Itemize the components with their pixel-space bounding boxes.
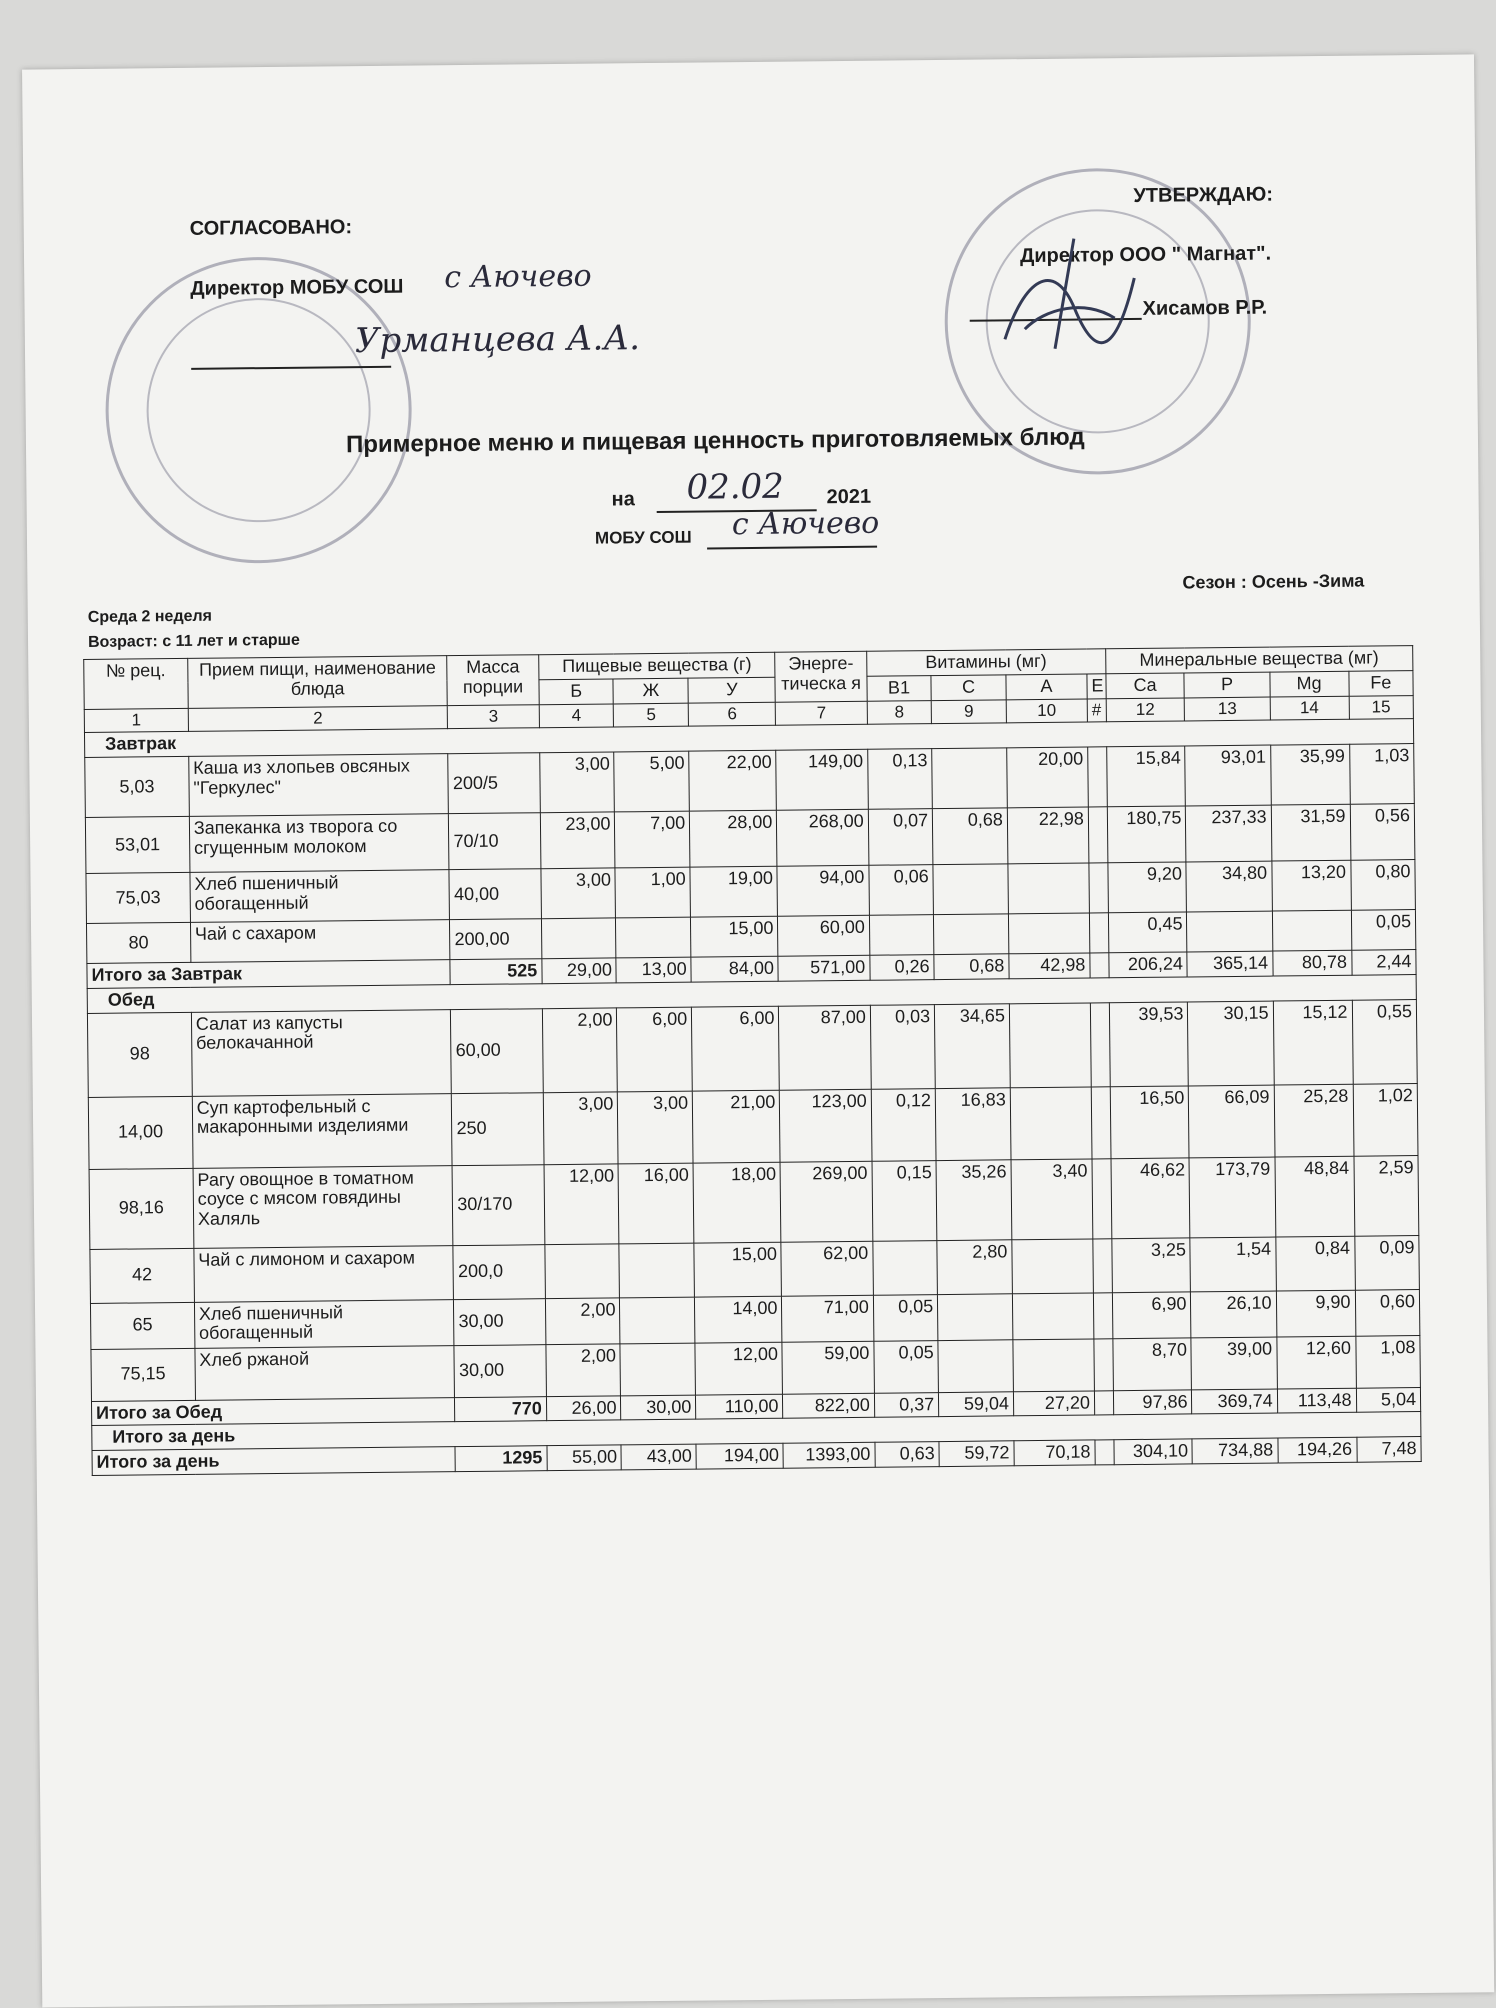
value-a (1012, 1239, 1094, 1294)
value-zh (620, 1343, 695, 1396)
value-b1: 0,15 (872, 1160, 937, 1241)
value-c: 16,83 (935, 1087, 1010, 1160)
total-c: 0,68 (934, 954, 1009, 980)
value-u: 12,00 (695, 1342, 783, 1395)
value-ca: 46,62 (1111, 1158, 1191, 1239)
value-u: 22,00 (689, 750, 777, 811)
total-energy: 571,00 (778, 955, 870, 981)
section-label: Обед (87, 974, 1416, 1013)
value-zh: 16,00 (618, 1163, 694, 1244)
portion-mass: 200/5 (448, 753, 540, 814)
header-zh: Ж (613, 678, 688, 704)
value-b: 3,00 (543, 1092, 618, 1165)
total-label: Итого за Завтрак (87, 960, 451, 989)
value-c: 2,80 (937, 1239, 1012, 1294)
table-row (89, 1155, 1419, 1249)
header-p: P (1184, 672, 1269, 698)
total-c: 59,04 (939, 1391, 1014, 1417)
value-a (1013, 1339, 1095, 1392)
value-c (933, 864, 1008, 915)
header-b: Б (539, 679, 614, 705)
value-c: 0,68 (932, 808, 1007, 865)
value-mg: 13,20 (1272, 860, 1351, 911)
portion-mass: 30/170 (452, 1164, 544, 1245)
total-e (1090, 953, 1109, 978)
day-label: Среда 2 неделя (87, 607, 213, 626)
value-a (1009, 1003, 1091, 1088)
menu-table (83, 645, 1421, 1476)
total-zh: 30,00 (621, 1395, 696, 1421)
school-prefix: МОБУ СОШ (594, 527, 692, 548)
header-e: Е (1087, 674, 1106, 699)
total-mass: 770 (455, 1396, 547, 1422)
value-p: 173,79 (1189, 1157, 1275, 1238)
document-title: Примерное меню и пищевая ценность приготовляемых блюд (345, 423, 1085, 459)
value-b: 2,00 (545, 1298, 620, 1345)
total-b: 55,00 (547, 1445, 622, 1471)
total-energy: 1393,00 (783, 1443, 875, 1469)
portion-mass: 60,00 (451, 1008, 543, 1093)
total-b1: 0,26 (870, 955, 935, 980)
total-a: 42,98 (1009, 953, 1090, 979)
value-a: 3,40 (1011, 1159, 1093, 1240)
header-b1: В1 (867, 675, 932, 700)
approval-left-school-handwritten: с Аючево (444, 258, 592, 296)
value-c (932, 748, 1007, 809)
rec-number: 42 (90, 1248, 194, 1303)
value-e (1093, 1292, 1112, 1338)
portion-mass: 30,00 (454, 1298, 546, 1345)
rec-number: 14,00 (88, 1096, 193, 1169)
value-mg: 35,99 (1270, 744, 1350, 805)
col-num: 4 (539, 704, 614, 728)
value-e (1089, 863, 1108, 913)
dish-name: Чай с сахаром (190, 920, 450, 963)
total-energy: 822,00 (783, 1393, 875, 1419)
rec-number: 80 (86, 922, 190, 963)
value-c (938, 1339, 1013, 1392)
value-zh (620, 1297, 695, 1344)
portion-mass: 250 (452, 1092, 544, 1165)
portion-mass: 40,00 (449, 869, 541, 920)
header-rec: № рец. (84, 658, 188, 709)
rec-number: 53,01 (85, 816, 189, 873)
total-mg: 113,48 (1277, 1388, 1356, 1414)
value-p: 34,80 (1186, 861, 1272, 912)
total-u: 110,00 (696, 1394, 783, 1420)
total-ca: 206,24 (1108, 952, 1187, 978)
value-ca: 6,90 (1112, 1292, 1191, 1339)
total-ca: 97,86 (1113, 1390, 1192, 1416)
value-zh (619, 1243, 694, 1298)
col-num: 5 (614, 703, 689, 727)
value-b: 2,00 (546, 1344, 621, 1397)
dish-name: Хлеб ржаной (195, 1345, 455, 1400)
value-energy: 149,00 (776, 749, 868, 810)
value-b: 3,00 (541, 868, 616, 919)
value-u: 15,00 (694, 1242, 782, 1297)
total-ca: 304,10 (1114, 1439, 1193, 1465)
value-p: 93,01 (1185, 745, 1271, 806)
value-b1: 0,05 (874, 1340, 939, 1393)
value-ca: 39,53 (1109, 1002, 1189, 1087)
left-stamp (104, 256, 413, 565)
value-u: 21,00 (692, 1090, 780, 1163)
value-c: 35,26 (936, 1159, 1012, 1240)
value-b1: 0,12 (871, 1088, 936, 1161)
rec-number: 75,03 (86, 872, 190, 923)
value-e (1094, 1338, 1113, 1390)
value-fe: 0,09 (1354, 1235, 1419, 1290)
value-u: 19,00 (690, 866, 778, 917)
total-e (1095, 1440, 1114, 1465)
rec-number: 98 (87, 1012, 192, 1097)
value-mg: 9,90 (1276, 1290, 1355, 1337)
value-fe: 2,59 (1353, 1155, 1418, 1236)
dish-name: Суп картофельный с макаронными изделиями (192, 1093, 452, 1168)
date-prefix: на (611, 488, 635, 511)
value-u: 6,00 (692, 1006, 780, 1091)
dish-name: Салат из капусты белокачанной (191, 1009, 451, 1096)
col-num: 13 (1185, 697, 1270, 722)
header-fe: Fe (1348, 670, 1413, 695)
value-c (938, 1293, 1013, 1340)
right-signature-scribble (984, 218, 1146, 370)
value-zh (616, 917, 691, 958)
total-b1: 0,37 (874, 1392, 939, 1417)
value-e (1088, 747, 1107, 807)
total-fe: 2,44 (1351, 950, 1416, 975)
rec-number: 65 (90, 1302, 194, 1349)
value-p: 237,33 (1186, 805, 1272, 862)
dish-name: Хлеб пшеничный обогащенный (190, 870, 450, 923)
total-b: 26,00 (546, 1396, 621, 1422)
value-energy: 60,00 (778, 915, 870, 956)
value-energy: 268,00 (777, 809, 869, 866)
total-mass: 1295 (455, 1446, 547, 1472)
table-row (88, 1083, 1418, 1169)
total-c: 59,72 (939, 1441, 1014, 1467)
approval-right-position: Директор ООО " Магнат". (1019, 242, 1272, 268)
dish-name: Чай с лимоном и сахаром (194, 1245, 454, 1302)
value-b: 2,00 (542, 1008, 618, 1093)
total-p: 369,74 (1192, 1389, 1277, 1415)
value-p (1187, 911, 1273, 952)
value-b1: 0,07 (868, 809, 933, 866)
rec-number: 98,16 (89, 1168, 194, 1249)
breakfast-section (84, 719, 1416, 988)
value-ca: 15,84 (1106, 746, 1186, 807)
header-name: Прием пищи, наименование блюда (188, 656, 448, 708)
value-fe: 1,03 (1349, 744, 1414, 805)
value-b1: 0,13 (867, 749, 932, 810)
approval-right-name: Хисамов Р.Р. (1142, 296, 1268, 320)
value-ca: 9,20 (1107, 862, 1186, 913)
value-zh: 6,00 (617, 1007, 693, 1092)
school-handwritten: с Аючево (731, 505, 880, 543)
value-energy: 62,00 (781, 1241, 873, 1296)
age-label: Возраст: с 11 лет и старше (87, 631, 300, 651)
header-nutrients: Пищевые вещества (г) (538, 652, 775, 679)
header-mass: Масса порции (447, 655, 539, 706)
dish-name: Хлеб пшеничный обогащенный (194, 1299, 454, 1348)
value-e (1088, 807, 1107, 863)
value-energy: 123,00 (780, 1089, 872, 1162)
value-fe: 0,60 (1355, 1289, 1420, 1336)
value-a (1008, 913, 1089, 954)
value-ca: 0,45 (1108, 912, 1187, 953)
total-a: 27,20 (1013, 1391, 1094, 1417)
document-sheet (22, 54, 1494, 2007)
value-e (1093, 1238, 1112, 1292)
rec-number: 5,03 (85, 756, 189, 817)
total-mg: 194,26 (1278, 1437, 1357, 1463)
value-u: 14,00 (695, 1296, 783, 1343)
value-fe: 0,55 (1352, 999, 1417, 1084)
value-ca: 3,25 (1111, 1238, 1190, 1293)
value-p: 66,09 (1189, 1085, 1275, 1158)
value-b (545, 1244, 620, 1299)
portion-mass: 200,00 (450, 919, 542, 960)
table-row (87, 999, 1417, 1097)
header-a: А (1006, 674, 1087, 700)
value-e (1090, 1002, 1110, 1086)
total-mass: 525 (450, 959, 542, 985)
header-energy: Энерге-тическа я (775, 651, 867, 702)
value-zh: 3,00 (618, 1091, 693, 1164)
value-ca: 180,75 (1107, 806, 1186, 863)
col-num: 15 (1349, 695, 1414, 719)
col-num: 3 (448, 704, 540, 729)
value-ca: 8,70 (1112, 1338, 1191, 1391)
portion-mass: 70/10 (449, 813, 541, 870)
col-num: 8 (867, 700, 932, 724)
value-zh: 1,00 (615, 867, 690, 918)
col-num: 2 (188, 705, 448, 731)
approval-right-title: УТВЕРЖДАЮ: (1133, 183, 1274, 207)
value-a (1012, 1293, 1093, 1340)
value-b1: 0,03 (870, 1004, 935, 1089)
value-mg: 12,60 (1276, 1336, 1355, 1389)
lunch-section (87, 974, 1421, 1425)
header-minerals: Минеральные вещества (мг) (1105, 646, 1413, 674)
total-fe: 7,48 (1356, 1437, 1421, 1462)
total-zh: 13,00 (616, 957, 691, 983)
value-b1 (869, 915, 934, 956)
value-u: 18,00 (693, 1162, 781, 1243)
total-mg: 80,78 (1272, 950, 1351, 976)
portion-mass: 200,0 (453, 1244, 545, 1299)
total-p: 734,88 (1192, 1438, 1277, 1464)
value-energy: 71,00 (782, 1295, 874, 1342)
col-num: 12 (1106, 698, 1185, 723)
value-a (1010, 1087, 1092, 1160)
total-zh: 43,00 (621, 1444, 696, 1470)
value-b: 3,00 (539, 752, 614, 813)
value-e (1091, 1086, 1110, 1158)
value-p: 39,00 (1191, 1337, 1277, 1390)
total-e (1094, 1390, 1113, 1415)
value-mg: 48,84 (1275, 1156, 1355, 1237)
value-zh: 7,00 (615, 811, 690, 868)
col-num: 7 (776, 701, 868, 726)
total-a: 70,18 (1014, 1440, 1095, 1466)
value-c (934, 914, 1009, 955)
col-num: 1 (84, 708, 188, 733)
season-label: Сезон : Осень -Зима (1182, 570, 1365, 593)
header-u: У (688, 677, 775, 703)
value-fe: 1,02 (1353, 1083, 1418, 1156)
date-handwritten: 02.02 (686, 466, 785, 508)
total-label: Итого за день (92, 1447, 456, 1476)
value-e (1092, 1158, 1112, 1238)
value-b (541, 918, 616, 959)
total-label: Итого за Обед (91, 1397, 455, 1426)
value-mg: 15,12 (1273, 1000, 1353, 1085)
value-fe: 0,80 (1350, 860, 1415, 911)
value-p: 1,54 (1190, 1237, 1276, 1292)
approval-left-title: СОГЛАСОВАНО: (189, 216, 353, 240)
header-c: С (931, 675, 1006, 701)
value-a (1008, 863, 1089, 914)
value-fe: 1,08 (1355, 1335, 1420, 1388)
value-energy: 59,00 (782, 1341, 874, 1394)
value-mg: 31,59 (1271, 804, 1350, 861)
approval-left-signature: Урманцева А.А. (354, 318, 641, 362)
total-fe: 5,04 (1356, 1387, 1421, 1412)
value-e (1089, 913, 1108, 953)
total-u: 84,00 (691, 956, 778, 982)
value-mg (1272, 910, 1351, 951)
section-label: Итого за день (92, 1412, 1421, 1451)
value-b: 23,00 (540, 812, 615, 869)
value-b: 12,00 (544, 1164, 620, 1245)
col-num: # (1087, 698, 1106, 722)
value-a: 22,98 (1007, 807, 1089, 864)
value-p: 30,15 (1188, 1001, 1274, 1086)
value-fe: 0,05 (1351, 910, 1416, 951)
portion-mass: 30,00 (454, 1344, 546, 1397)
section-label: Завтрак (84, 719, 1413, 758)
value-ca: 16,50 (1110, 1086, 1190, 1159)
total-b: 29,00 (542, 958, 617, 984)
value-energy: 269,00 (780, 1161, 872, 1242)
dish-name: Каша из хлопьев овсяных "Геркулес" (189, 754, 449, 817)
approval-left-position: Директор МОБУ СОШ (190, 275, 404, 300)
col-num: 14 (1270, 696, 1349, 721)
date-year: 2021 (826, 485, 872, 509)
header-mg: Mg (1270, 671, 1349, 697)
value-energy: 87,00 (779, 1005, 871, 1090)
value-fe: 0,56 (1350, 804, 1415, 861)
total-p: 365,14 (1187, 951, 1272, 977)
value-p: 26,10 (1191, 1291, 1277, 1338)
dish-name: Рагу овощное в томатном соусе с мясом говядины Халяль (193, 1165, 453, 1248)
col-num: 6 (688, 702, 775, 727)
school-underline (707, 546, 877, 550)
value-u: 28,00 (690, 810, 778, 867)
value-b1 (873, 1240, 938, 1295)
value-b1: 0,05 (873, 1294, 938, 1341)
value-u: 15,00 (691, 916, 779, 957)
value-c: 34,65 (935, 1003, 1011, 1088)
rec-number: 75,15 (91, 1348, 195, 1401)
dish-name: Запеканка из творога со сгущенным молоком (189, 814, 449, 873)
total-u: 194,00 (696, 1443, 783, 1469)
value-mg: 0,84 (1275, 1236, 1354, 1291)
value-zh: 5,00 (614, 751, 689, 812)
value-energy: 94,00 (777, 865, 869, 916)
value-mg: 25,28 (1274, 1084, 1354, 1157)
col-num: 10 (1006, 699, 1087, 724)
header-vitamins: Витамины (мг) (866, 649, 1105, 676)
header-ca: Ca (1106, 673, 1185, 699)
value-b1: 0,06 (869, 865, 934, 916)
total-b1: 0,63 (875, 1442, 940, 1467)
col-num: 9 (931, 699, 1006, 723)
value-a: 20,00 (1007, 747, 1089, 808)
